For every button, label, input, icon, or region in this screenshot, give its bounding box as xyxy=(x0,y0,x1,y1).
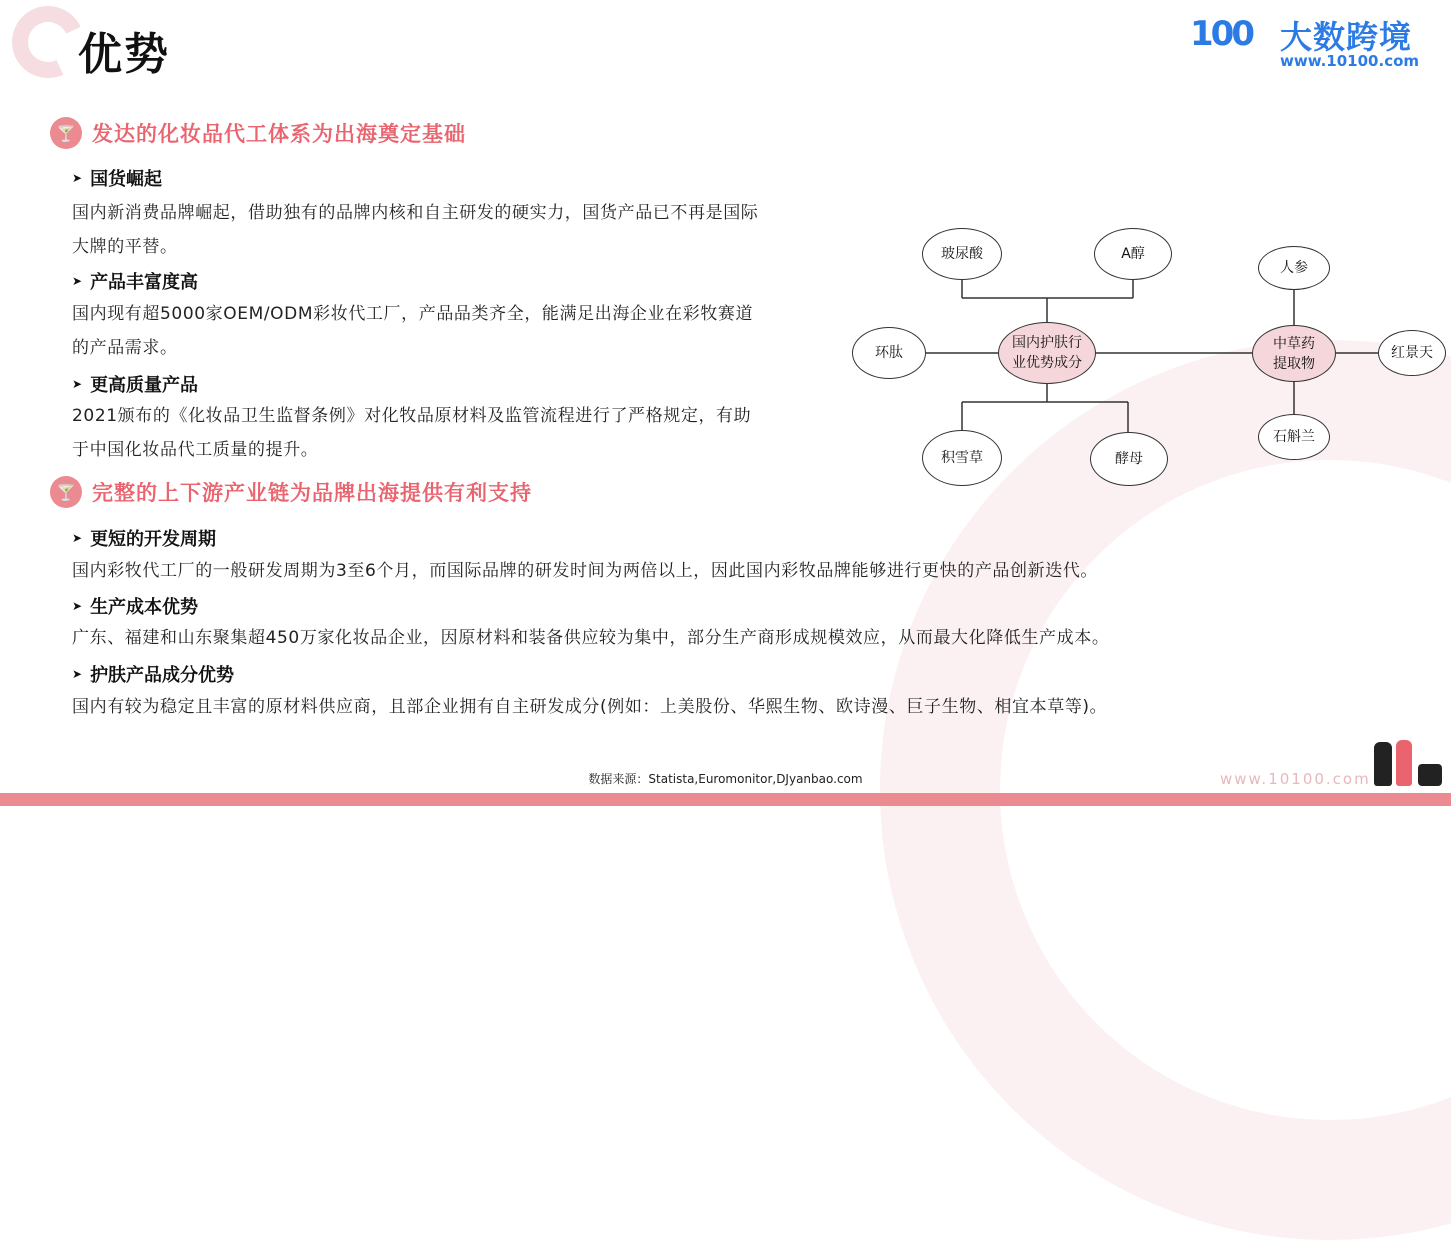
subheading: ➤ 护肤产品成分优势 xyxy=(72,665,235,686)
footer-url: www.10100.com xyxy=(1220,770,1371,788)
diagram-node: 积雪草 xyxy=(922,430,1002,486)
arrow-icon: ➤ xyxy=(72,667,83,681)
cocktail-icon: 🍸 xyxy=(50,117,82,149)
section-header-2 xyxy=(50,476,532,508)
section-header-1 xyxy=(50,117,466,149)
subheading: ➤ 更高质量产品 xyxy=(72,375,199,396)
diagram-node: A醇 xyxy=(1094,228,1172,280)
herb-node: 中草药 提取物 xyxy=(1252,325,1336,382)
subheading: ➤ 产品丰富度高 xyxy=(72,272,199,293)
data-source: 数据来源：Statista,Euromonitor,DJyanbao.com xyxy=(588,772,863,786)
arrow-icon: ➤ xyxy=(72,599,83,613)
subheading: ➤ 国货崛起 xyxy=(72,169,163,190)
arrow-icon: ➤ xyxy=(72,274,83,288)
diagram-node: 石斛兰 xyxy=(1258,414,1330,460)
arrow-icon: ➤ xyxy=(72,377,83,391)
logo-url: www.10100.com xyxy=(1280,52,1420,70)
section-title: 发达的化妆品代工体系为出海奠定基础 xyxy=(92,122,466,146)
diagram-node: 酵母 xyxy=(1090,432,1168,486)
paragraph: 国内有较为稳定且丰富的原材料供应商，且部企业拥有自主研发成分(例如：上美股份、华熙生物、欧诗漫、巨子生物、相宜本草等)。 xyxy=(72,697,1108,717)
cosmetic-bottle-icon xyxy=(1374,742,1392,786)
paragraph: 广东、福建和山东聚集超450万家化妆品企业，因原材料和装备供应较为集中，部分生产商形成规模效应，从而最大化降低生产成本。 xyxy=(72,628,1110,648)
cosmetic-bottle-icon xyxy=(1396,740,1412,786)
subheading: ➤ 更短的开发周期 xyxy=(72,529,217,550)
diagram-node: 红景天 xyxy=(1378,330,1446,376)
footer-bar xyxy=(0,793,1451,806)
center-node: 国内护肤行 业优势成分 xyxy=(998,322,1096,384)
paragraph: 2021颁布的《化妆品卫生监督条例》对化牧品原材料及监管流程进行了严格规定，有助 于中国化妆品代工质量的提升。 xyxy=(72,406,752,460)
diagram-node: 人参 xyxy=(1258,246,1330,290)
cocktail-icon: 🍸 xyxy=(50,476,82,508)
cosmetic-jar-icon xyxy=(1418,764,1442,786)
brand-logo[interactable] xyxy=(1190,10,1430,74)
section-title: 完整的上下游产业链为品牌出海提供有利支持 xyxy=(92,481,532,505)
paragraph: 国内新消费品牌崛起，借助独有的品牌内核和自主研发的硬实力，国货产品已不再是国际 大牌的平替。 xyxy=(72,203,759,257)
paragraph: 国内彩牧代工厂的一般研发周期为3至6个月，而国际品牌的研发时间为两倍以上，因此国内彩牧品牌能够进行更快的产品创新迭代。 xyxy=(72,561,1099,581)
diagram-node: 环肽 xyxy=(852,327,926,379)
arrow-icon: ➤ xyxy=(72,171,83,185)
page-title: 优势 xyxy=(78,29,170,80)
subheading: ➤ 生产成本优势 xyxy=(72,597,199,618)
arrow-icon: ➤ xyxy=(72,531,83,545)
logo-mark-icon: 100 xyxy=(1190,14,1252,54)
diagram-node: 玻尿酸 xyxy=(922,228,1002,280)
logo-text: 大数跨境 xyxy=(1280,18,1413,56)
paragraph: 国内现有超5000家OEM/ODM彩妆代工厂，产品品类齐全，能满足出海企业在彩牧赛道 的产品需求。 xyxy=(72,304,754,358)
